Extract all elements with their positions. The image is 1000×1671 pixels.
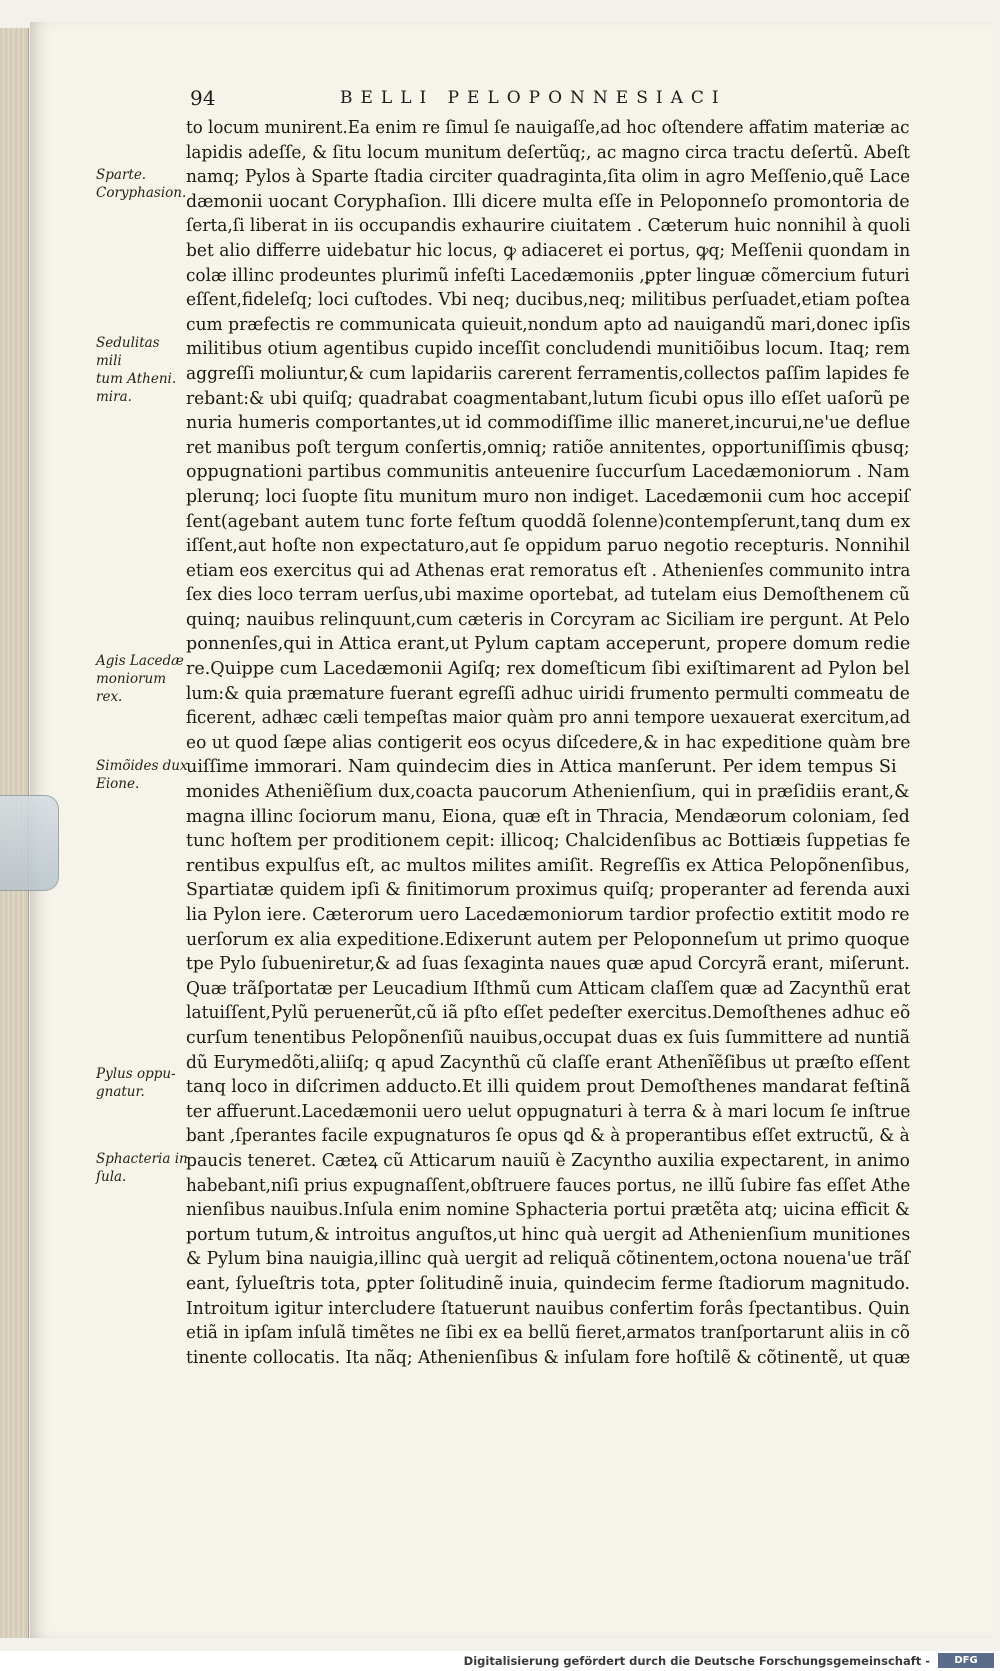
footer-credit: Digitalisierung gefördert durch die Deutsche Forschungsgemeinschaft -: [463, 1654, 930, 1668]
margin-note-line: ſula.: [96, 1169, 127, 1185]
text-line: & Pylum bina nauigia,illinc quà uergit ad reliquã cõtinentem,octona nouena'ue trãſ: [186, 1249, 910, 1270]
text-line: colæ illinc prodeuntes plurimũ infeſti Lacedæmoniis ,ꝑpter linguæ cõmercium futuri: [186, 265, 910, 286]
margin-note-line: tum Atheni.: [96, 371, 177, 387]
text-line: uiſſime immorari. Nam quindecim dies in Attica manſerunt. Per idem tempus Si: [186, 757, 897, 778]
text-line: habebant,niſi prius expugnaſſent,obſtruere fauces portus, ne illũ ſubire fas eſſet Athe: [186, 1175, 911, 1196]
text-line: plerunq; loci ſuopte ſitu munitum muro non indiget. Lacedæmonii cum hoc accepiſ: [186, 486, 910, 507]
margin-note-line: moniorum: [96, 671, 167, 687]
text-line: cum præfectis re communicata quieuit,nondum apto ad nauigandũ mari,donec ipſis: [186, 314, 911, 335]
margin-note-simonides: [96, 757, 188, 793]
text-line: oppugnationi partibus communitis anteuenire ſuccurſum Lacedæmoniorum . Nam: [186, 462, 910, 483]
text-line: namq; Pylos à Sparte ſtadia circiter quadraginta,ſita olim in agro Meſſenio,quẽ Lace: [186, 167, 911, 188]
margin-note-agis: [96, 652, 188, 706]
margin-note-line: Pylus oppu-: [96, 1066, 176, 1082]
margin-note-sparte: [96, 166, 188, 202]
margin-note-line: Agis Lacedæ: [96, 653, 184, 669]
margin-note-line: Simõides dux: [96, 758, 188, 774]
text-line: bet alio differre uidebatur hic locus, ꝙ adiaceret ei portus, ꝙq; Meſſenii quondam in: [186, 240, 911, 261]
text-line: curſum tenentibus Pelopõnenſiũ nauibus,occupat duas ex ſuis ſummittere ad nuntiã: [186, 1027, 910, 1048]
margin-note-line: gnatur.: [96, 1084, 145, 1100]
margin-note-line: rex.: [96, 689, 123, 705]
text-line: to locum munirent.Ea enim re ſimul ſe nauigaſſe,ad hoc oſtendere affatim materiæ ac: [186, 118, 910, 138]
margin-note-line: Sparte.: [96, 167, 147, 183]
text-line: eant, ſylueſtris tota, ꝑpter ſolitudinẽ inuia, quindecim ferme ſtadiorum magnitudo.: [186, 1273, 910, 1294]
text-line: etiã in ipſam inſulã timẽtes ne ſibi ex ea bellũ fieret,armatos tranſportarunt aliis in cõ: [186, 1323, 910, 1344]
text-line: ſent(agebant autem tunc forte feſtum quoddã ſolenne)contempſerunt,tanq dum ex: [186, 511, 911, 532]
running-title: BELLI PELOPONNESIACI: [340, 88, 727, 108]
margin-note-line: mira.: [96, 389, 132, 405]
margin-note-sedulitas: [96, 334, 188, 406]
text-line: bant ,ſperantes facile expugnaturos ſe opus ꝗd & à properantibus eſſet extructũ, & à: [186, 1126, 910, 1147]
text-line: magna illinc ſociorum manu, Eiona, quæ eſt in Thracia, Mendæorum coloniam, ſed: [186, 806, 910, 827]
text-line: lia Pylon iere. Cæterorum uero Lacedæmoniorum tardior profectio extitit modo re: [186, 905, 910, 925]
text-line: etiam eos exercitus qui ad Athenas erat remoratus eſt . Athenienſes communito intra: [186, 560, 911, 581]
text-line: tinente collocatis. Ita nãq; Athenienſibus & inſulam fore hoſtilẽ & cõtinentẽ, ut quæ: [186, 1347, 911, 1368]
text-line: latuiſſent,Pylũ peruenerũt,cũ iã pſto eſſet pedeſter exercitus.Demoſthenes adhuc eõ: [186, 1003, 911, 1024]
text-line: militibus otium agentibus cupido inceſſit concludendi munitiõibus locum. Itaq; rem: [186, 339, 911, 360]
text-line: ret manibus poſt tergum conſertis,omniq; ratiõe annitentes, opportuniſſimis qbusq;: [186, 437, 910, 458]
text-line: tunc hoſtem per proditionem cepit: illicoq; Chalcidenſibus ac Bottiæis ſuppetias fe: [186, 831, 911, 852]
margin-note-line: Sphacteria in: [96, 1151, 188, 1167]
text-line: eo ut quod ſæpe alias contigerit eos ocyus diſcedere,& in hac expeditione quàm bre: [186, 732, 911, 753]
text-line: paucis teneret. Cæteꝝ cũ Atticarum nauiũ è Zacyntho auxilia expectarent, in animo: [186, 1150, 910, 1171]
margin-note-line: Sedulitas mili: [96, 335, 160, 369]
page-number: 94: [190, 86, 216, 110]
footer-bar: [0, 1651, 1000, 1671]
text-line: lum:& quia præmature fuerant egreſſi adhuc uiridi frumento permulti commeatu de: [186, 683, 910, 704]
text-line: dæmonii uocant Coryphaſion. Illi dicere multa eſſe in Peloponneſo promontoria de: [186, 191, 910, 212]
text-line: ficerent, adhæc cæli tempeſtas maior quàm pro anni tempore uexauerat exercitum,ad: [186, 708, 911, 729]
page-clip: [0, 795, 59, 891]
text-line: nuria humeris comportantes,ut id commodiſſime illic maneret,incurui,ne'ue deflue: [186, 413, 911, 434]
text-line: ponnenſes,qui in Attica erant,ut Pylum captam acceperunt, propere domum redie: [186, 634, 911, 655]
margin-note-sphacteria: [96, 1150, 188, 1186]
text-line: re.Quippe cum Lacedæmonii Agiſq; rex domeſticum ſibi exiſtimarent ad Pylon bel: [186, 659, 910, 680]
page-header: [190, 86, 970, 116]
text-line: tpe Pylo ſubueniretur,& ad ſuas ſexaginta naues quæ apud Corcyrã erant, miſerunt.: [186, 954, 910, 975]
text-line: Introitum igitur intercludere ſtatuerunt nauibus confertim forâs ſpectantibus. Quin: [186, 1298, 910, 1319]
text-line: rebant:& ubi quiſq; quadrabat coagmentabant,lutum ſicubi opus illo eſſet uaſorũ pe: [186, 388, 910, 409]
text-line: eſſent,fideleſq; loci cuſtodes. Vbi neq; ducibus,neq; militibus perſuadet,etiam poſtea: [186, 290, 911, 311]
body-text: [186, 116, 910, 1370]
text-line: rentibus expulſus eſt, ac multos milites amiſit. Regreſſis ex Attica Pelopõnenſibus,: [186, 855, 910, 876]
text-line: dũ Eurymedõti,aliiſq; q apud Zacynthũ cũ claſſe erant Athenĩẽſibus ut præſto eſſent: [186, 1052, 910, 1073]
text-line: Quæ trãſportatæ per Leucadium Iſthmũ cum Atticam claſſem quæ ad Zacynthũ erat: [186, 978, 911, 999]
text-line: ter affuerunt.Lacedæmonii uero uelut oppugnaturi à terra & à mari locum ſe inſtrue: [186, 1101, 911, 1122]
text-line: monides Atheniẽſium dux,coacta paucorum Athenienſium, qui in præſidiis erant,&: [186, 782, 910, 803]
text-line: ſex dies loco terram uerſus,ubi maxime oportebat, ad tutelam eius Demoſthenem cũ: [186, 585, 910, 606]
text-line: uerſorum ex alia expeditione.Edixerunt autem per Peloponneſum ut primo quoque: [186, 929, 910, 950]
text-line: iſſent,aut hoſte non expectaturo,aut ſe oppidum paruo negotio recepturis. Nonnihil: [186, 536, 910, 557]
margin-note-line: Eione.: [96, 776, 140, 792]
text-line: quinq; nauibus relinquunt,cum cæteris in Corcyram ac Siciliam ire pergunt. At Pelo: [186, 609, 910, 630]
margin-note-line: Coryphasion.: [96, 185, 187, 201]
text-line: lapidis adeſſe, & ſitu locum munitum deſertũq;, ac magno circa tractu deſertũ. Abeſt: [186, 142, 910, 163]
dfg-logo: DFG: [938, 1653, 994, 1668]
text-line: nienſibus nauibus.Inſula enim nomine Sphacteria portui prætẽta atq; uicina efficit &: [186, 1200, 910, 1221]
text-line: aggreſſi moliuntur,& cum lapidariis carerent ferramentis,collectos paſſim lapides fe: [186, 363, 910, 384]
text-line: tanq loco in diſcrimen adducto.Et illi quidem prout Demoſthenes mandarat feſtinã: [186, 1077, 911, 1098]
margin-note-pylus: [96, 1065, 188, 1101]
text-line: ſerta,ſi liberat in iis occupandis exhaurire ciuitatem . Cæterum huic nonnihil à quoli: [186, 216, 911, 237]
text-line: Spartiatæ quidem ipſi & finitimorum proximus quiſq; properanter ad ferenda auxi: [186, 880, 911, 901]
text-line: portum tutum,& introitus anguſtos,ut hinc quà uergit ad Athenienſium munitiones: [186, 1224, 911, 1245]
